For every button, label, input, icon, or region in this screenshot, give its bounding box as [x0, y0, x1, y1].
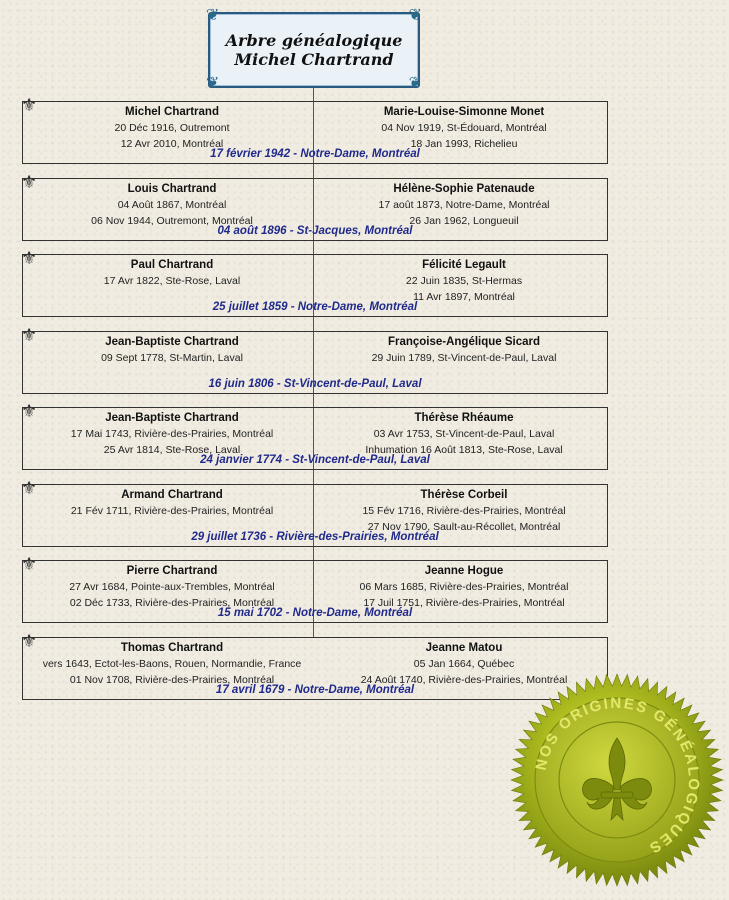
marriage-line: 17 février 1942 - Notre-Dame, Montréal — [210, 148, 420, 160]
generation-box — [21, 171, 608, 241]
generation-box — [21, 554, 608, 623]
marriage-line: 24 janvier 1774 - St-Vincent-de-Paul, Laval — [200, 454, 430, 466]
wife-column — [321, 104, 607, 152]
wife-death: 26 Jan 1962, Longueuil — [409, 214, 519, 227]
husband-name: Armand Chartrand — [121, 488, 223, 501]
fleur-de-lis-icon: ⚜ — [21, 630, 38, 651]
husband-column — [23, 640, 321, 688]
wife-death: 18 Jan 1993, Richelieu — [410, 138, 518, 150]
seal-image — [510, 672, 724, 888]
generation-box — [21, 477, 608, 547]
wife-column — [321, 410, 607, 458]
marriage-line: 15 mai 1702 - Notre-Dame, Montréal — [217, 607, 413, 619]
husband-birth: 09 Sept 1778, St-Martin, Laval — [101, 351, 243, 364]
wife-name: Félicité Legault — [422, 259, 506, 271]
husband-birth: vers 1643, Ectot-les-Baons, Rouen, Normandie, France — [42, 657, 302, 670]
marriage-line: 04 août 1896 - St-Jacques, Montréal — [217, 224, 413, 237]
husband-birth: 04 Août 1867, Montréal — [117, 198, 227, 211]
husband-death: 12 Avr 2010, Montréal — [120, 138, 224, 150]
wife-birth: 03 Avr 1753, St-Vincent-de-Paul, Laval — [373, 428, 555, 440]
marriage-line: 29 juillet 1736 - Rivière-des-Prairies, Montréal — [191, 530, 439, 543]
wife-birth: 04 Nov 1919, St-Édouard, Montréal — [381, 122, 547, 134]
wife-birth: 22 Juin 1835, St-Hermas — [405, 275, 523, 287]
wife-death: 11 Avr 1897, Montréal — [413, 291, 515, 303]
husband-birth: 21 Fév 1711, Rivière-des-Prairies, Montréal — [70, 504, 274, 517]
wife-death: 24 Août 1740, Rivière-des-Prairies, Montréal — [360, 673, 568, 686]
wife-name: Hélène-Sophie Patenaude — [393, 182, 535, 195]
husband-name: Louis Chartrand — [127, 182, 217, 195]
husband-column — [23, 257, 321, 289]
marriage-line: 16 juin 1806 - St-Vincent-de-Paul, Laval — [208, 377, 422, 390]
husband-name: Thomas Chartrand — [120, 641, 224, 654]
fleur-de-lis-icon: ⚜ — [21, 477, 38, 498]
husband-column — [23, 410, 321, 458]
fleur-de-lis-icon: ⚜ — [21, 401, 38, 421]
marriage-line: 25 juillet 1859 - Notre-Dame, Montréal — [212, 301, 418, 313]
fleur-de-lis-icon: ⚜ — [21, 554, 38, 574]
husband-death: 02 Déc 1733, Rivière-des-Prairies, Montréal — [69, 597, 275, 609]
husband-death: 01 Nov 1708, Rivière-des-Prairies, Montréal — [69, 673, 275, 686]
generation-box — [21, 401, 608, 470]
wife-name: Jeanne Matou — [425, 641, 503, 654]
husband-name: Jean-Baptiste Chartrand — [105, 412, 239, 424]
corner-ornament-icon: ❦ — [408, 7, 422, 24]
husband-birth: 17 Mai 1743, Rivière-des-Prairies, Montréal — [70, 428, 274, 440]
fleur-de-lis-icon: ⚜ — [21, 324, 38, 345]
wife-name: Marie-Louise-Simonne Monet — [383, 106, 545, 118]
corner-ornament-icon: ❦ — [206, 75, 220, 92]
wife-column — [321, 487, 607, 535]
wife-column — [321, 563, 607, 611]
fleur-de-lis-icon: ⚜ — [21, 95, 38, 115]
husband-column — [23, 334, 321, 366]
wife-name: Thérèse Corbeil — [420, 488, 508, 501]
husband-name: Pierre Chartrand — [126, 565, 218, 577]
wife-birth: 29 Juin 1789, St-Vincent-de-Paul, Laval — [371, 351, 557, 364]
title-box — [206, 7, 422, 92]
wife-column — [321, 181, 607, 229]
wife-birth: 15 Fév 1716, Rivière-des-Prairies, Montréal — [362, 504, 566, 517]
page-title-line1: Arbre généalogique — [225, 31, 403, 50]
husband-death: 06 Nov 1944, Outremont, Montréal — [91, 214, 253, 227]
wife-column — [321, 257, 607, 305]
husband-name: Paul Chartrand — [130, 259, 214, 271]
wife-name: Jeanne Hogue — [424, 565, 504, 577]
wife-birth: 05 Jan 1664, Québec — [413, 657, 515, 670]
fleur-de-lis-icon: ⚜ — [21, 171, 38, 192]
husband-column — [23, 487, 321, 519]
husband-birth: 20 Déc 1916, Outremont — [114, 122, 230, 134]
generation-box — [21, 248, 608, 317]
wife-death: Inhumation 16 Août 1813, Ste-Rose, Laval — [365, 444, 563, 456]
page-title-line2: Michel Chartrand — [234, 50, 394, 69]
corner-ornament-icon: ❦ — [408, 75, 422, 92]
fleur-de-lis-icon: ⚜ — [21, 248, 38, 268]
husband-name: Michel Chartrand — [125, 106, 219, 118]
husband-birth: 17 Avr 1822, Ste-Rose, Laval — [103, 275, 241, 287]
husband-column — [23, 563, 321, 611]
marriage-line: 17 avril 1679 - Notre-Dame, Montréal — [215, 683, 415, 696]
corner-ornament-icon: ❦ — [206, 7, 220, 24]
husband-death: 25 Avr 1814, Ste-Rose, Laval — [103, 444, 241, 456]
wife-column — [321, 334, 607, 366]
wife-birth: 06 Mars 1685, Rivière-des-Prairies, Montréal — [359, 581, 569, 593]
wife-name: Françoise-Angélique Sicard — [387, 335, 541, 348]
generation-box — [21, 95, 608, 164]
wife-death: 27 Nov 1790, Sault-au-Récollet, Montréal — [367, 520, 561, 533]
wife-name: Thérèse Rhéaume — [414, 412, 514, 424]
seal-text-path: NOS ORIGINES GÉNÉALOGIQUES — [532, 694, 703, 858]
wife-death: 17 Juil 1751, Rivière-des-Prairies, Montréal — [363, 597, 565, 609]
husband-birth: 27 Avr 1684, Pointe-aux-Trembles, Montréal — [69, 581, 275, 593]
wife-birth: 17 août 1873, Notre-Dame, Montréal — [378, 198, 550, 211]
husband-column — [23, 181, 321, 229]
husband-column — [23, 104, 321, 152]
generation-box — [21, 324, 608, 394]
husband-name: Jean-Baptiste Chartrand — [105, 335, 239, 348]
